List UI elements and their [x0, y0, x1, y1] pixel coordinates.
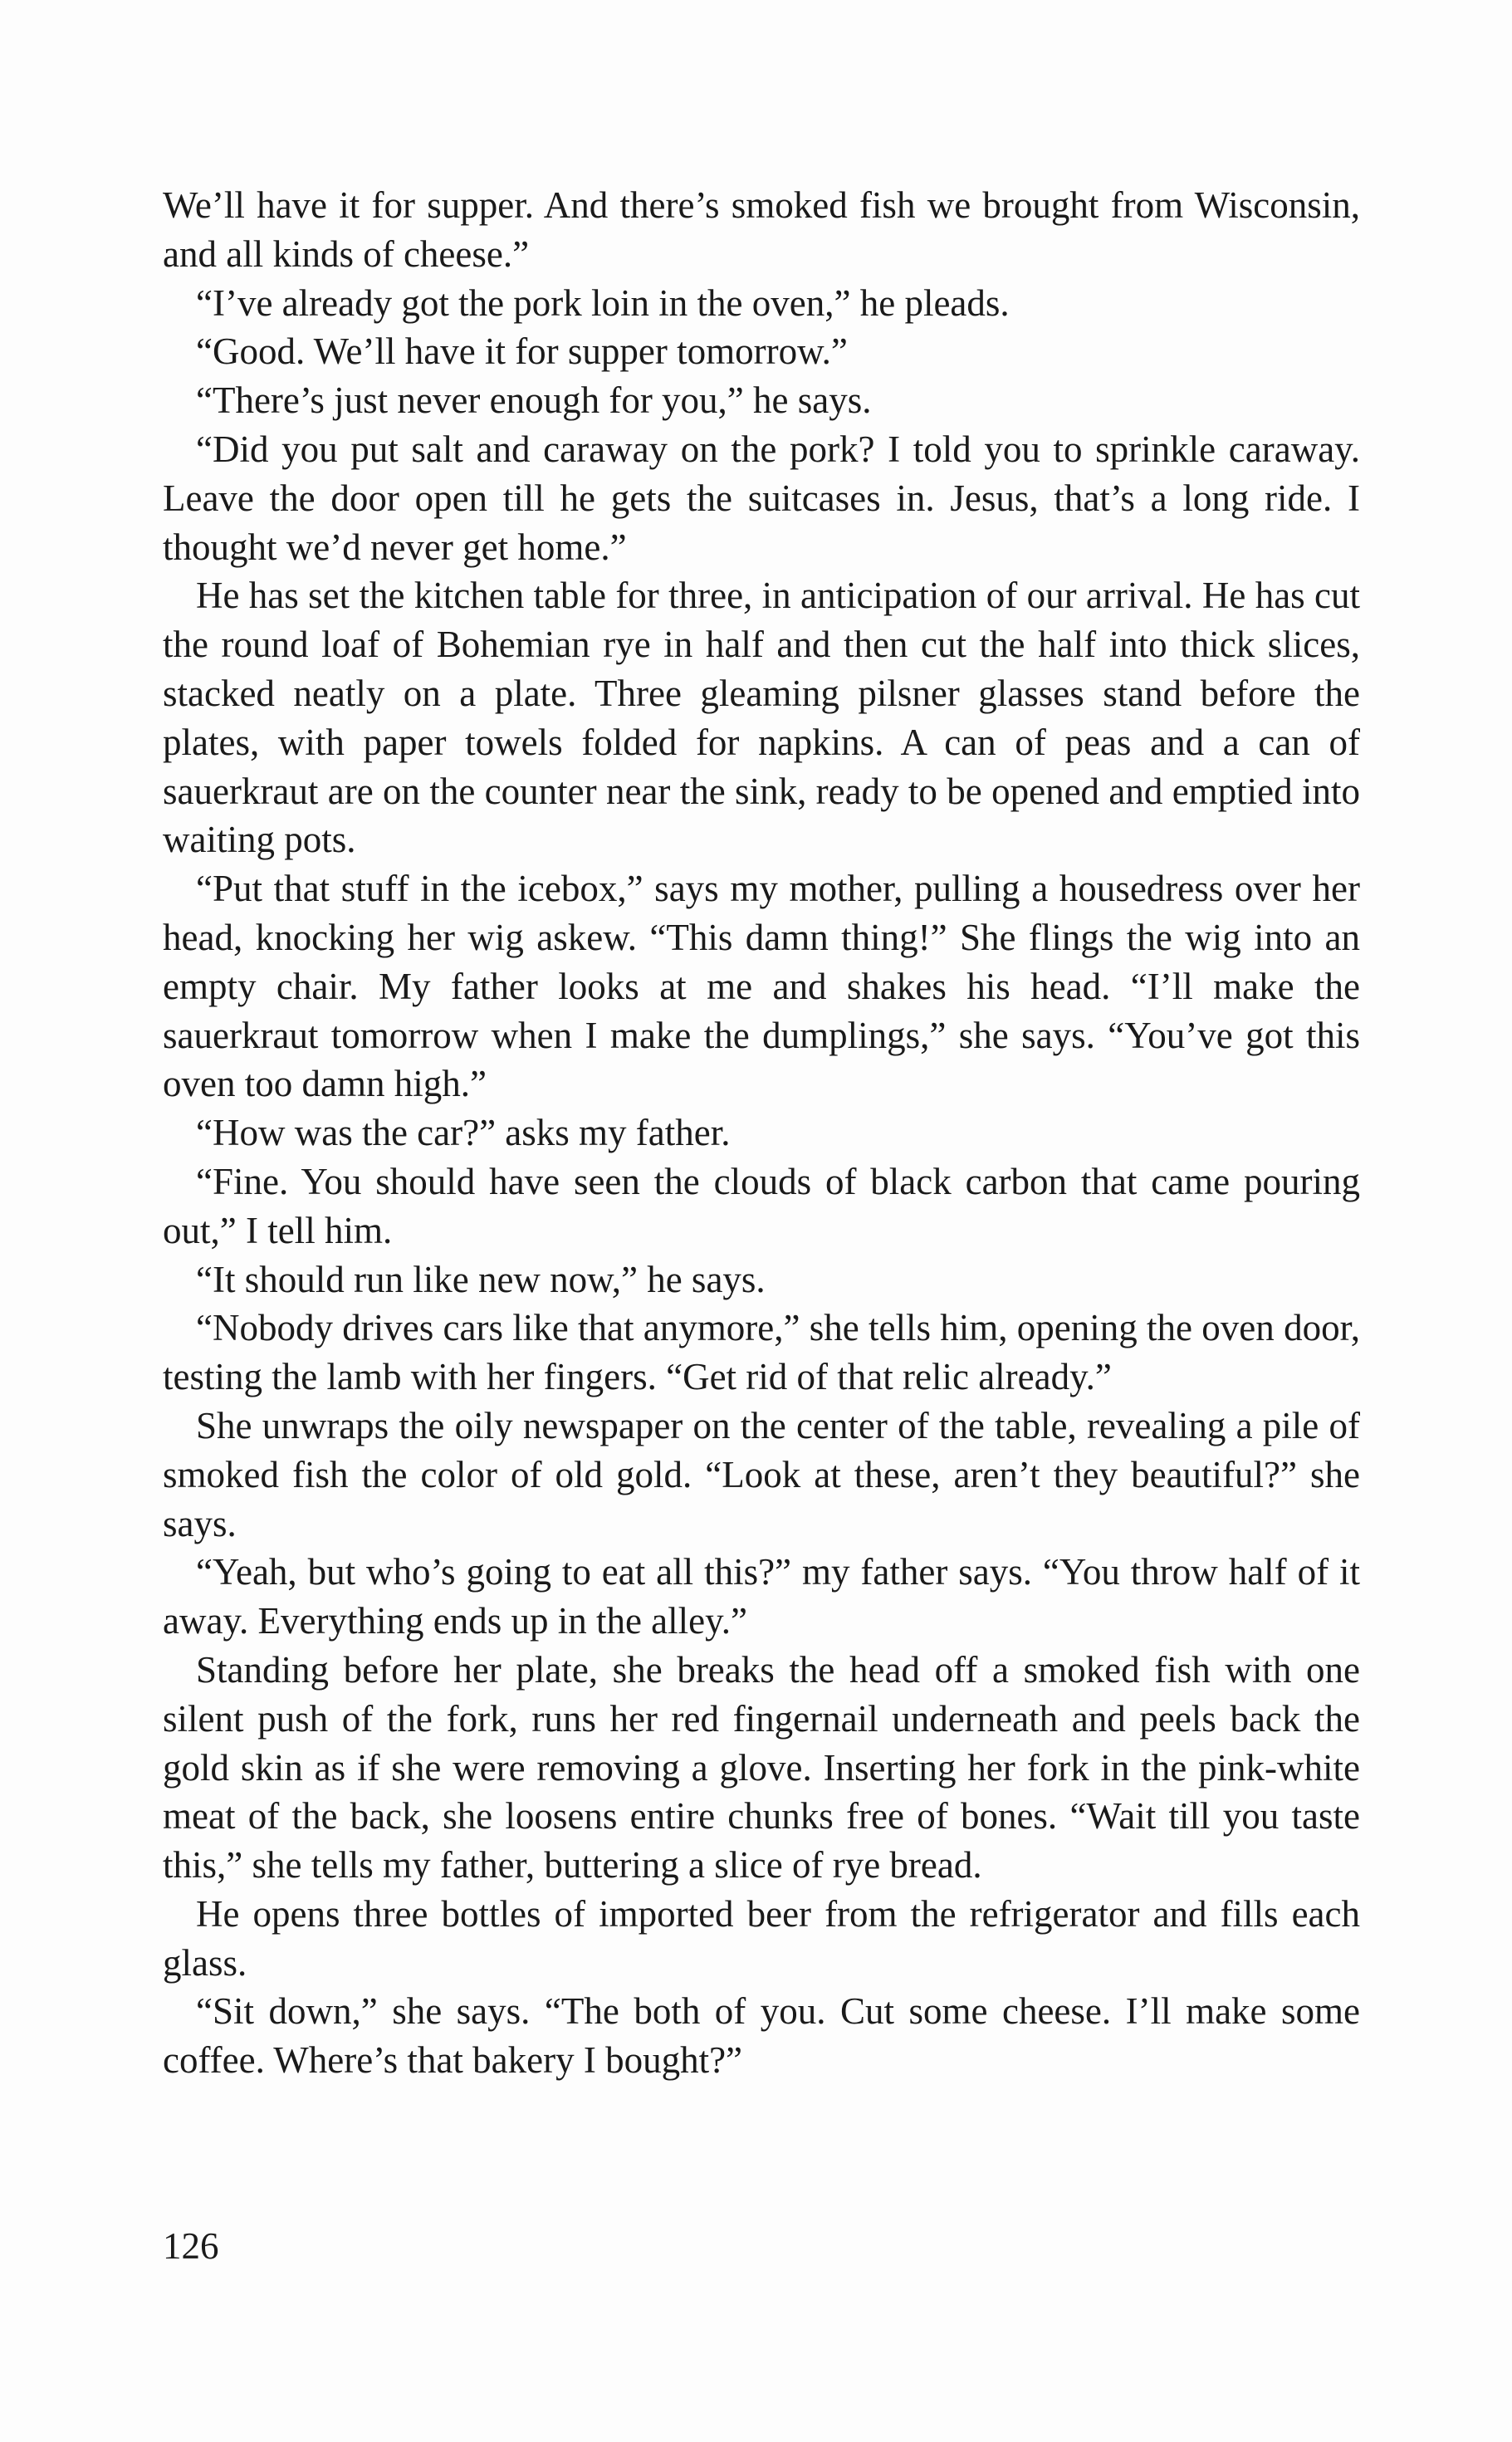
paragraph: She unwraps the oily newspaper on the center of the table, revealing a pile of smoked fish the color of old gold. “Look at these, aren’t they beautiful?” she says. — [163, 1404, 1360, 1544]
paragraph: “Put that stuff in the icebox,” says my mother, pulling a housedress over her head, knocking her wig askew. “This damn thing!” She flings the wig into an empty chair. My father looks at me and shakes his head. “I’ll make the sauerkraut tomorrow when I make the dumplings,” she says. “You’ve got this oven too damn high.” — [163, 868, 1360, 1105]
paragraph: “How was the car?” asks my father. — [196, 1112, 731, 1154]
paragraph: “Good. We’ll have it for supper tomorrow.” — [196, 330, 848, 373]
paragraph: “Did you put salt and caraway on the pork? I told you to sprinkle caraway. Leave the door open till he gets the suitcases in. Jesus, that’s a long ride. I thought we’d never get home.” — [163, 428, 1360, 568]
paragraph: He has set the kitchen table for three, in anticipation of our arrival. He has cut the round loaf of Bohemian rye in half and then cut the half into thick slices, stacked neatly on a plate. Three gleaming pilsner glasses stand before the plates, with paper towels folded for napkins. A can of peas and a can of sauerkraut are on the counter near the sink, ready to be opened and emptied into waiting pots. — [163, 575, 1360, 861]
paragraph: We’ll have it for supper. And there’s smoked fish we brought from Wisconsin, and all kinds of cheese.” — [163, 184, 1360, 275]
paragraph: Standing before her plate, she breaks the head off a smoked fish with one silent push of the fork, runs her red fingernail underneath and peels back the gold skin as if she were removing a glove. Inserting her fork in the pink-white meat of the back, she loosens entire chunks free of bones. “Wait till you taste this,” she tells my father, buttering a slice of rye bread. — [163, 1648, 1360, 1887]
paragraph: He opens three bottles of imported beer from the refrigerator and fills each glass. — [163, 1892, 1360, 1984]
paragraph: “It should run like new now,” he says. — [196, 1258, 766, 1300]
paragraph: “Sit down,” she says. “The both of you. Cut some cheese. I’ll make some coffee. Where’s that bakery I bought?” — [163, 1990, 1360, 2082]
paragraph: “Nobody drives cars like that anymore,” she tells him, opening the oven door, testing the lamb with her fingers. “Get rid of that relic already.” — [163, 1307, 1360, 1398]
paragraph: “There’s just never enough for you,” he says. — [196, 379, 872, 422]
paragraph: “I’ve already got the pork loin in the oven,” he pleads. — [196, 281, 1010, 324]
paragraph: “Yeah, but who’s going to eat all this?” my father says. “You throw half of it away. Everything ends up in the alley.” — [163, 1551, 1360, 1642]
page-number: 126 — [163, 2225, 219, 2267]
paragraph: “Fine. You should have seen the clouds of black carbon that came pouring out,” I tell him. — [163, 1160, 1360, 1251]
body-text — [163, 181, 1360, 2085]
